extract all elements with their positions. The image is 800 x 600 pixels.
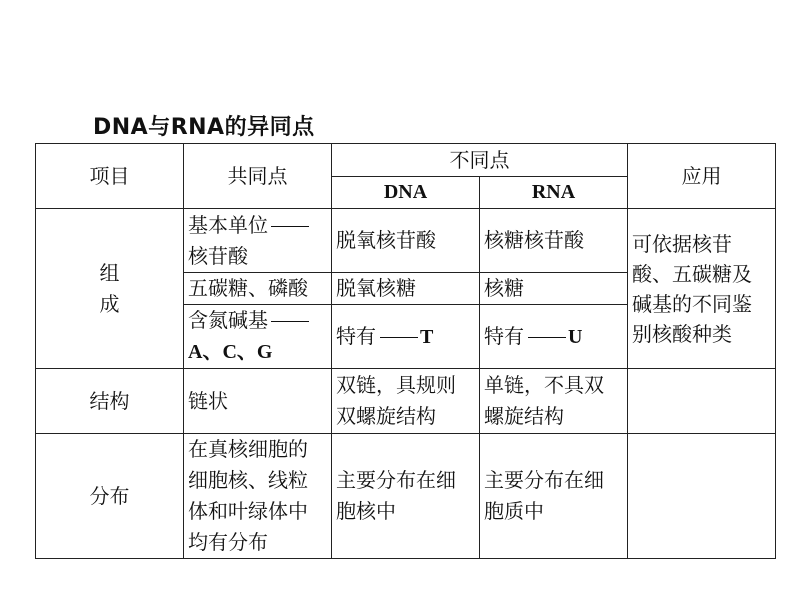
composition-common-3 bbox=[184, 305, 332, 369]
composition-common-1 bbox=[184, 209, 332, 273]
composition-application: 可依据核苷酸、五碳糖及碱基的不同鉴别核酸种类 bbox=[628, 209, 776, 369]
composition-dna-1: 脱氧核苷酸 bbox=[332, 209, 480, 273]
dash-line bbox=[528, 337, 566, 338]
composition-row-1 bbox=[36, 209, 776, 273]
composition-dna-2: 脱氧核糖 bbox=[332, 273, 480, 305]
header-row-1 bbox=[36, 144, 776, 177]
rna-specific-prefix: 特有 bbox=[484, 323, 524, 348]
header-application: 应用 bbox=[628, 144, 776, 209]
structure-application bbox=[628, 369, 776, 434]
dash-line bbox=[380, 337, 418, 338]
header-common: 共同点 bbox=[184, 144, 332, 209]
composition-common-2: 五碳糖、磷酸 bbox=[184, 273, 332, 305]
basic-unit-text: 基本单位 bbox=[188, 212, 268, 237]
distribution-rna: 主要分布在细胞质中 bbox=[480, 434, 628, 559]
structure-row bbox=[36, 369, 776, 434]
comparison-table bbox=[35, 143, 776, 559]
dna-specific-base: T bbox=[420, 325, 434, 348]
rna-specific-base: U bbox=[568, 325, 583, 348]
dash-line bbox=[271, 226, 309, 227]
distribution-row bbox=[36, 434, 776, 559]
acg-text: A、C、G bbox=[188, 341, 273, 363]
dna-specific-prefix: 特有 bbox=[336, 323, 376, 348]
composition-rna-1: 核糖核苷酸 bbox=[480, 209, 628, 273]
composition-rna-2: 核糖 bbox=[480, 273, 628, 305]
structure-label: 结构 bbox=[36, 369, 184, 434]
header-item: 项目 bbox=[36, 144, 184, 209]
structure-dna: 双链，具规则双螺旋结构 bbox=[332, 369, 480, 434]
dash-line bbox=[271, 321, 309, 322]
structure-common: 链状 bbox=[184, 369, 332, 434]
header-dna: DNA bbox=[332, 177, 480, 209]
page-title bbox=[93, 110, 315, 141]
title-text: DNA与RNA的异同点 bbox=[93, 115, 315, 140]
nitrogen-base-text: 含氮碱基 bbox=[188, 308, 268, 332]
distribution-dna: 主要分布在细胞核中 bbox=[332, 434, 480, 559]
distribution-application bbox=[628, 434, 776, 559]
structure-rna: 单链，不具双螺旋结构 bbox=[480, 369, 628, 434]
header-different: 不同点 bbox=[332, 144, 628, 177]
distribution-label: 分布 bbox=[36, 434, 184, 559]
header-rna: RNA bbox=[480, 177, 628, 209]
composition-label: 组 成 bbox=[36, 209, 184, 369]
composition-rna-3 bbox=[480, 305, 628, 369]
composition-dna-3 bbox=[332, 305, 480, 369]
distribution-common: 在真核细胞的细胞核、线粒体和叶绿体中均有分布 bbox=[184, 434, 332, 559]
nucleotide-text: 核苷酸 bbox=[188, 243, 248, 268]
